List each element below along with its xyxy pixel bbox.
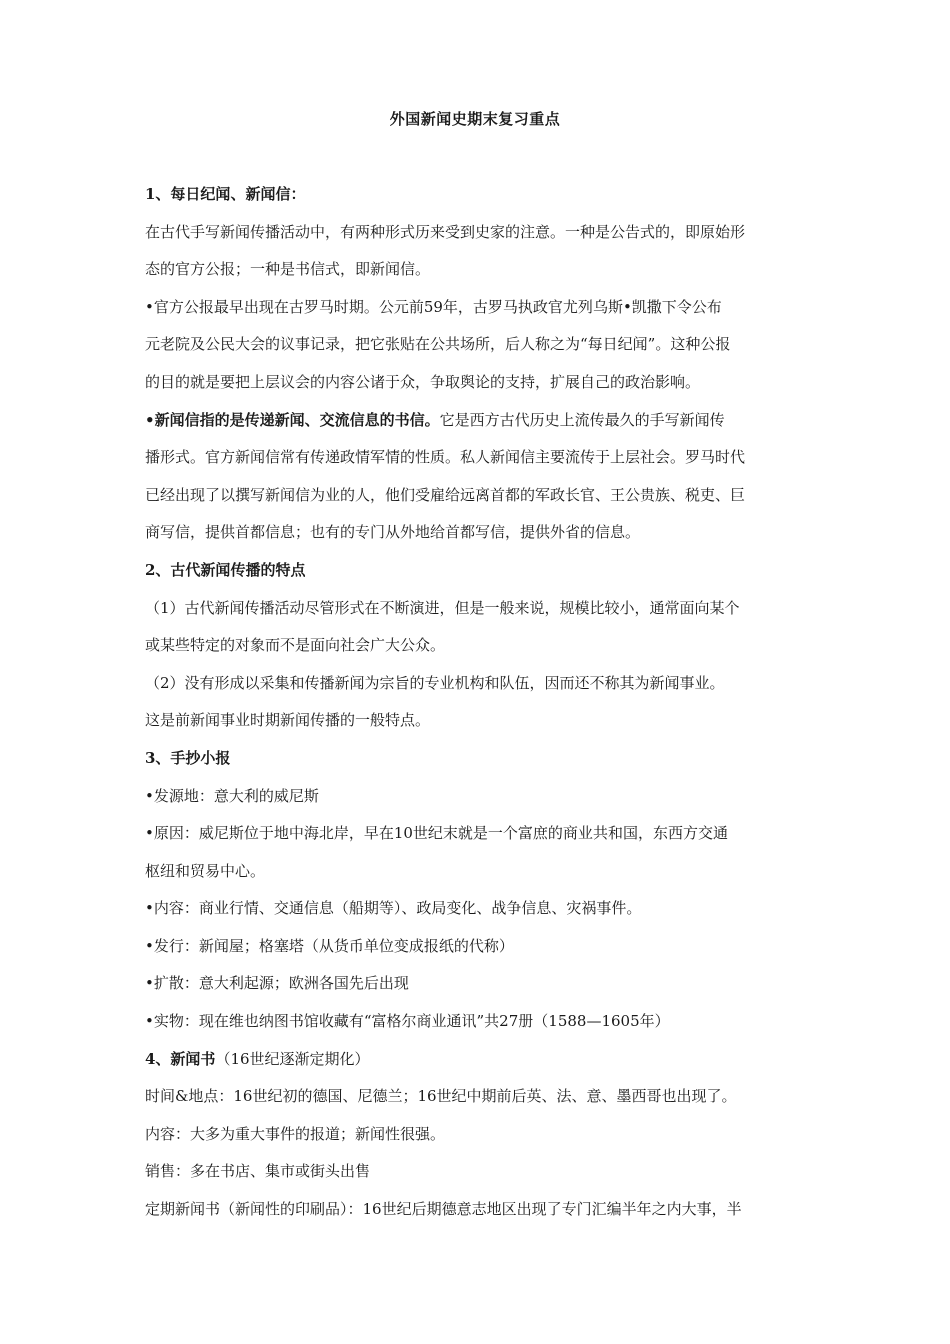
- document-body: [145, 176, 810, 1229]
- text-line: 元老院及公民大会的议事记录，把它张贴在公共场所，后人称之为“每日纪闻”。这种公报: [145, 335, 731, 354]
- text-line: 内容：大多为重大事件的报道；新闻性很强。: [145, 1124, 446, 1143]
- text-line: 销售：多在书店、集市或街头出售: [145, 1162, 371, 1181]
- text-line: [145, 1041, 810, 1079]
- text-line: 时间&地点：16世纪初的德国、尼德兰；16世纪中期前后英、法、意、墨西哥也出现了。: [145, 1087, 737, 1106]
- text-line: •扩散：意大利起源；欧洲各国先后出现: [145, 974, 409, 993]
- text-line: [145, 402, 810, 440]
- text-line: 态的官方公报；一种是书信式，即新闻信。: [145, 260, 431, 279]
- text-line: 播形式。官方新闻信常有传递政情军情的性质。私人新闻信主要流传于上层社会。罗马时代: [145, 448, 746, 467]
- text-line: 的目的就是要把上层议会的内容公诸于众，争取舆论的支持，扩展自己的政治影响。: [145, 372, 701, 391]
- text-line: 这是前新闻事业时期新闻传播的一般特点。: [145, 711, 431, 730]
- text-line: （2）没有形成以采集和传播新闻为宗旨的专业机构和队伍，因而还不称其为新闻事业。: [145, 673, 725, 692]
- text-line: 或某些特定的对象而不是面向社会广大公众。: [145, 636, 446, 655]
- text-line: •实物：现在维也纳图书馆收藏有“富格尔商业通讯”共27册（1588—1605年）: [145, 1012, 670, 1031]
- text-line: 定期新闻书（新闻性的印刷品）：16世纪后期德意志地区出现了专门汇编半年之内大事，半: [145, 1200, 742, 1219]
- text-line: 已经出现了以撰写新闻信为业的人，他们受雇给远离首都的军政长官、王公贵族、税吏、巨: [145, 485, 746, 504]
- document-title: 外国新闻史期末复习重点: [389, 110, 561, 128]
- line-rest-text: （16世纪逐渐定期化）: [215, 1049, 370, 1068]
- text-line: •发源地：意大利的威尼斯: [145, 786, 319, 805]
- text-line: 枢纽和贸易中心。: [145, 861, 266, 880]
- section-heading: 2、古代新闻传播的特点: [145, 560, 306, 579]
- line-rest-text: 它是西方古代历史上流传最久的手写新闻传: [439, 410, 725, 429]
- text-line: 在古代手写新闻传播活动中，有两种形式历来受到史家的注意。一种是公告式的，即原始形: [145, 222, 746, 241]
- text-line: （1）古代新闻传播活动尽管形式在不断演进，但是一般来说，规模比较小，通常面向某个: [145, 598, 740, 617]
- bold-lead-text: •新闻信指的是传递新闻、交流信息的书信。: [145, 410, 440, 429]
- section-heading: 3、手抄小报: [145, 748, 231, 767]
- text-line: •官方公报最早出现在古罗马时期。公元前59年，古罗马执政官尤列乌斯•凯撒下令公布: [145, 297, 722, 316]
- section-heading: 1、每日纪闻、新闻信：: [145, 185, 306, 203]
- text-line: 商写信，提供首都信息；也有的专门从外地给首都写信，提供外省的信息。: [145, 523, 641, 542]
- text-line: •内容：商业行情、交通信息（船期等）、政局变化、战争信息、灾祸事件。: [145, 899, 642, 918]
- text-line: •原因：威尼斯位于地中海北岸，早在10世纪末就是一个富庶的商业共和国，东西方交通: [145, 824, 728, 843]
- bold-lead-text: 4、新闻书: [145, 1049, 216, 1068]
- text-line: •发行：新闻屋；格塞塔（从货币单位变成报纸的代称）: [145, 936, 514, 955]
